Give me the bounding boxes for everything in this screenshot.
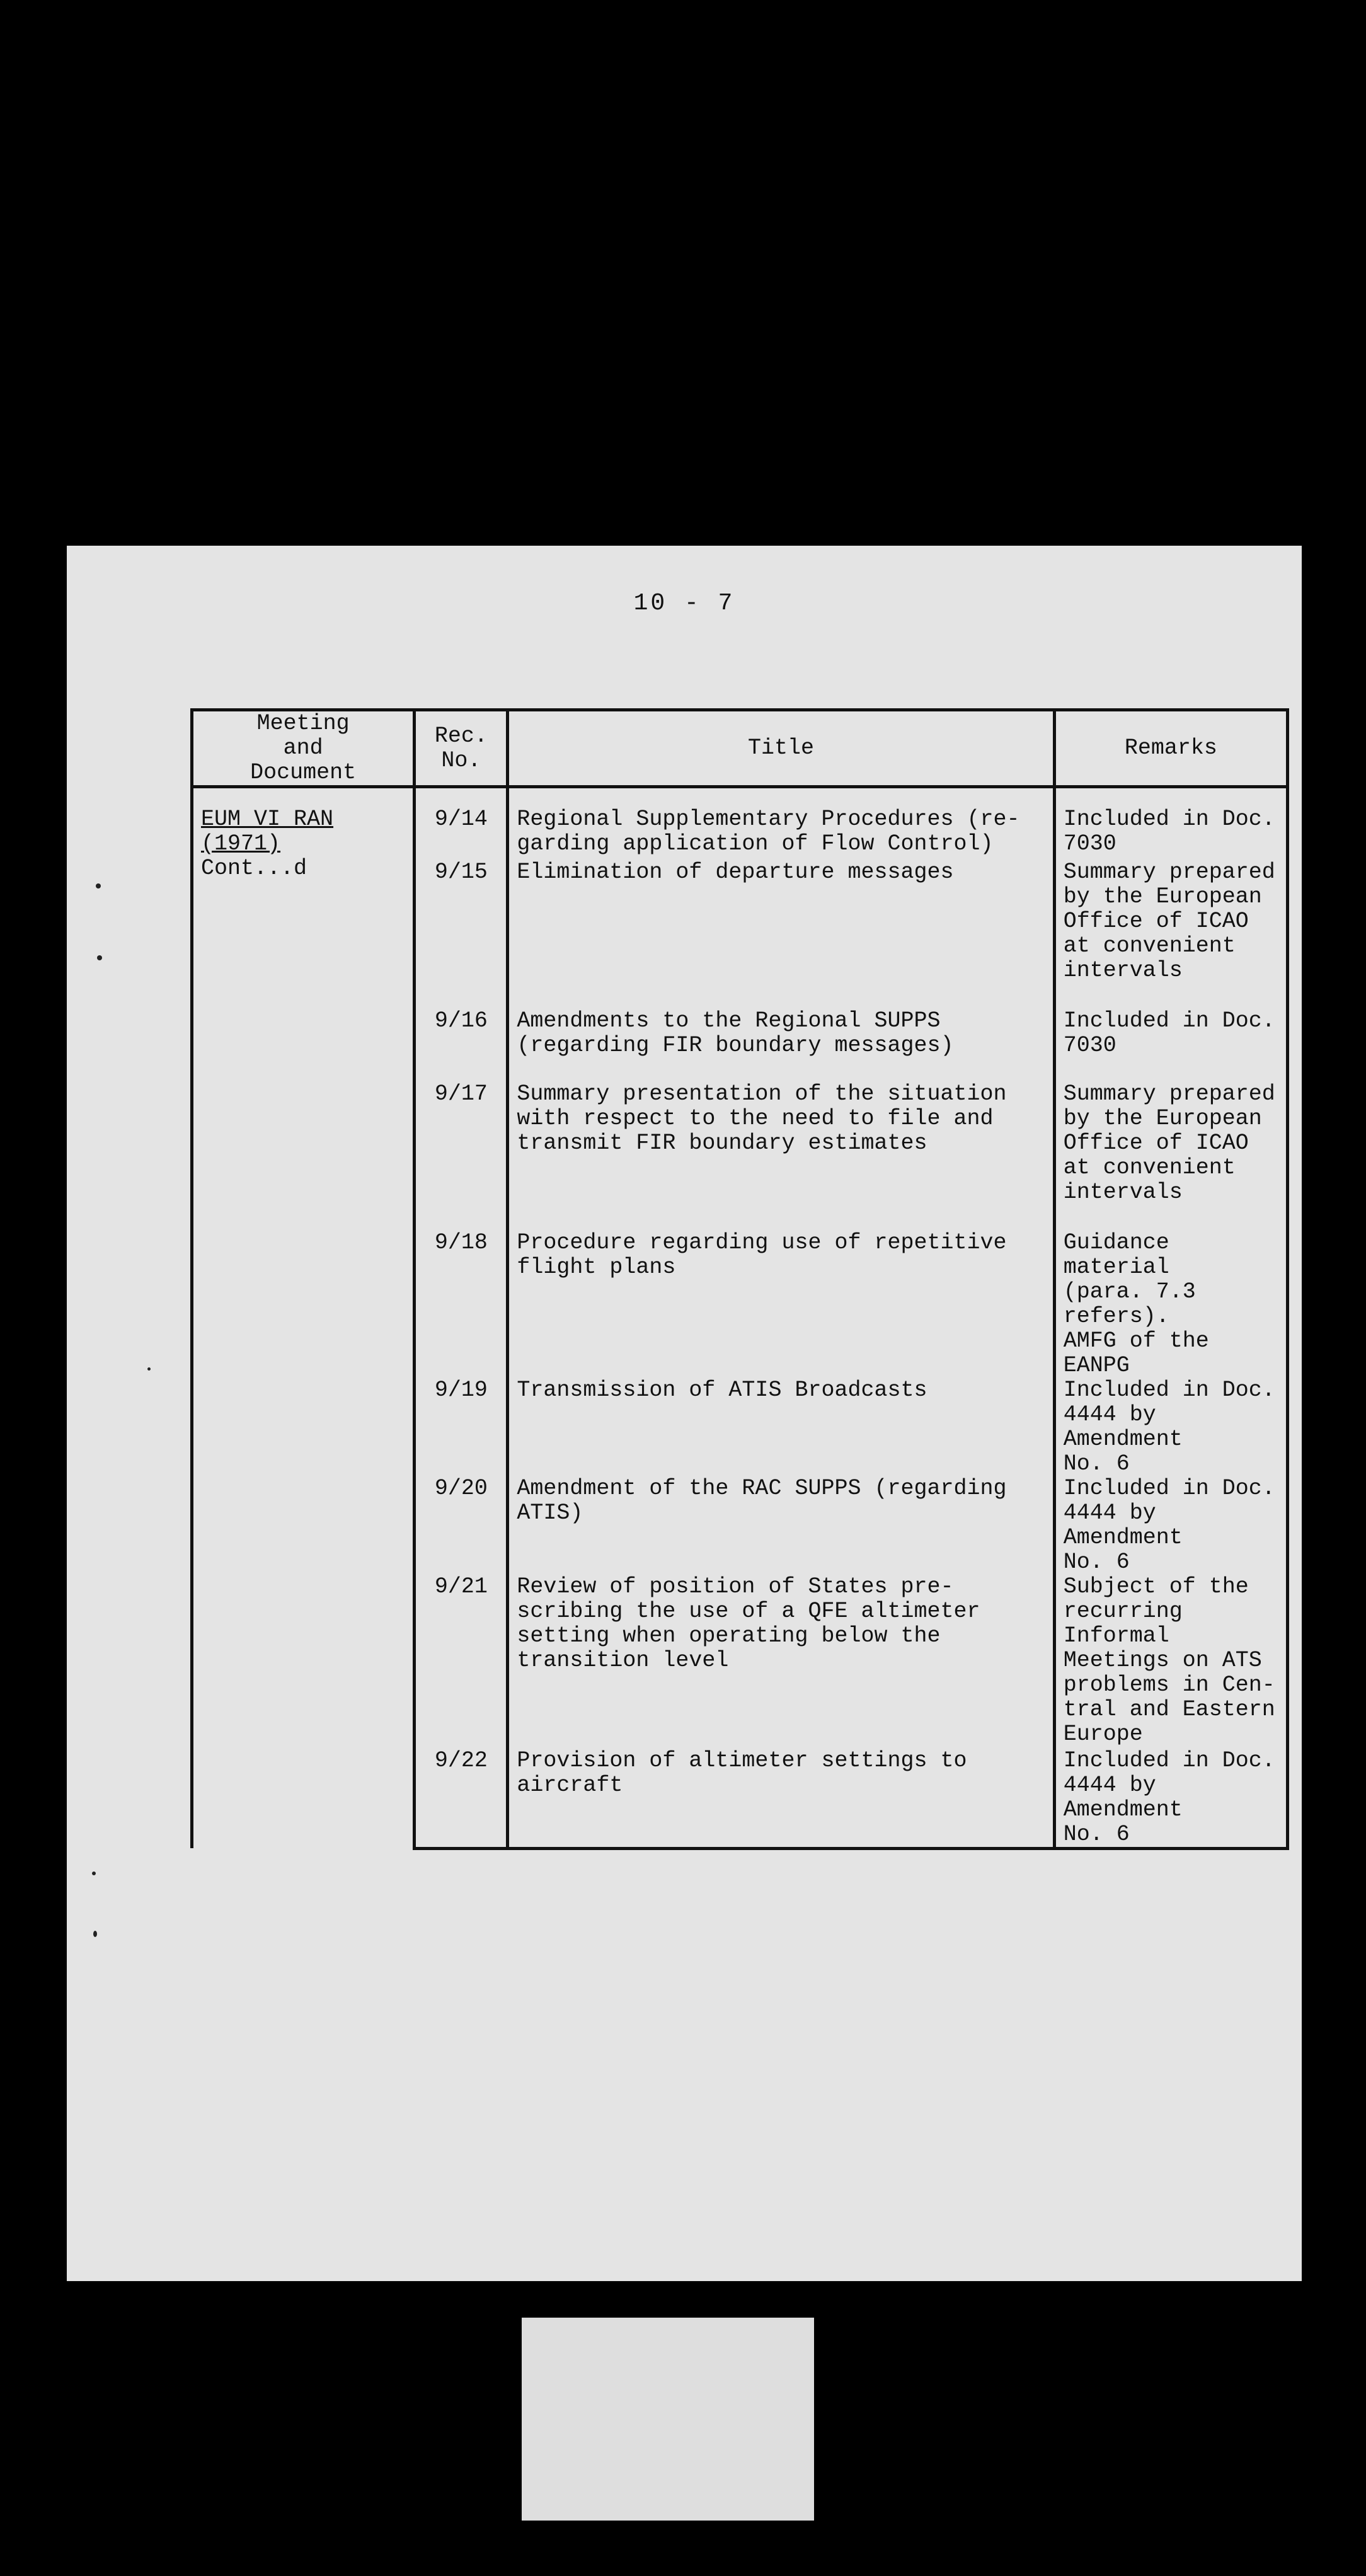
page-speck (97, 955, 102, 960)
meeting-cell (192, 787, 415, 1849)
title-cell: Regional Supplementary Procedures (re- garding application of Flow Control) (508, 787, 1054, 860)
header-title: Title (508, 710, 1054, 787)
remarks-cell: Included in Doc. 7030 (1054, 787, 1287, 860)
rec-number-cell: 9/14 (415, 787, 508, 860)
rec-number-cell: 9/16 (415, 1009, 508, 1082)
recommendations-table (190, 708, 1289, 1850)
remarks-cell: Guidance material (para. 7.3 refers). AMFG of the EANPG (1054, 1231, 1287, 1378)
page-speck (147, 1367, 151, 1371)
title-cell: Amendments to the Regional SUPPS (regarding FIR boundary messages) (508, 1009, 1054, 1082)
table-row (192, 787, 1288, 860)
document-page (67, 546, 1302, 2281)
table-header-row (192, 710, 1288, 787)
title-cell: Provision of altimeter settings to aircraft (508, 1749, 1054, 1849)
title-cell: Summary presentation of the situation with respect to the need to file and transmit FIR boundary estimates (508, 1082, 1054, 1231)
header-rec-no: Rec. No. (415, 710, 508, 787)
blank-card (522, 2318, 814, 2521)
remarks-cell: Summary prepared by the European Office of ICAO at convenient intervals (1054, 860, 1287, 1009)
title-cell: Procedure regarding use of repetitive flight plans (508, 1231, 1054, 1378)
rec-number-cell: 9/20 (415, 1476, 508, 1575)
meeting-year: (1971) (201, 831, 281, 856)
remarks-cell: Subject of the recurring Informal Meetings on ATS problems in Cen- tral and Eastern Europe (1054, 1575, 1287, 1749)
rec-number-cell: 9/15 (415, 860, 508, 1009)
rec-number-cell: 9/17 (415, 1082, 508, 1231)
header-remarks: Remarks (1054, 710, 1287, 787)
meeting-name: EUM VI RAN (201, 807, 334, 832)
page-speck (93, 1931, 97, 1937)
page-number: 10 - 7 (633, 590, 735, 617)
remarks-cell: Included in Doc. 7030 (1054, 1009, 1287, 1082)
table-body (192, 787, 1288, 1849)
meeting-continuation: Cont...d (201, 856, 307, 881)
rec-number-cell: 9/21 (415, 1575, 508, 1749)
page-speck (92, 1872, 96, 1875)
remarks-cell: Included in Doc. 4444 by Amendment No. 6 (1054, 1476, 1287, 1575)
remarks-cell: Included in Doc. 4444 by Amendment No. 6 (1054, 1749, 1287, 1849)
page-speck (96, 883, 101, 888)
title-cell: Elimination of departure messages (508, 860, 1054, 1009)
rec-number-cell: 9/19 (415, 1378, 508, 1476)
rec-number-cell: 9/22 (415, 1749, 508, 1849)
remarks-cell: Included in Doc. 4444 by Amendment No. 6 (1054, 1378, 1287, 1476)
title-cell: Review of position of States pre- scribing the use of a QFE altimeter setting when operating below the transition level (508, 1575, 1054, 1749)
title-cell: Transmission of ATIS Broadcasts (508, 1378, 1054, 1476)
rec-number-cell: 9/18 (415, 1231, 508, 1378)
title-cell: Amendment of the RAC SUPPS (regarding ATIS) (508, 1476, 1054, 1575)
header-meeting-document: Meeting and Document (192, 710, 415, 787)
remarks-cell: Summary prepared by the European Office of ICAO at convenient intervals (1054, 1082, 1287, 1231)
